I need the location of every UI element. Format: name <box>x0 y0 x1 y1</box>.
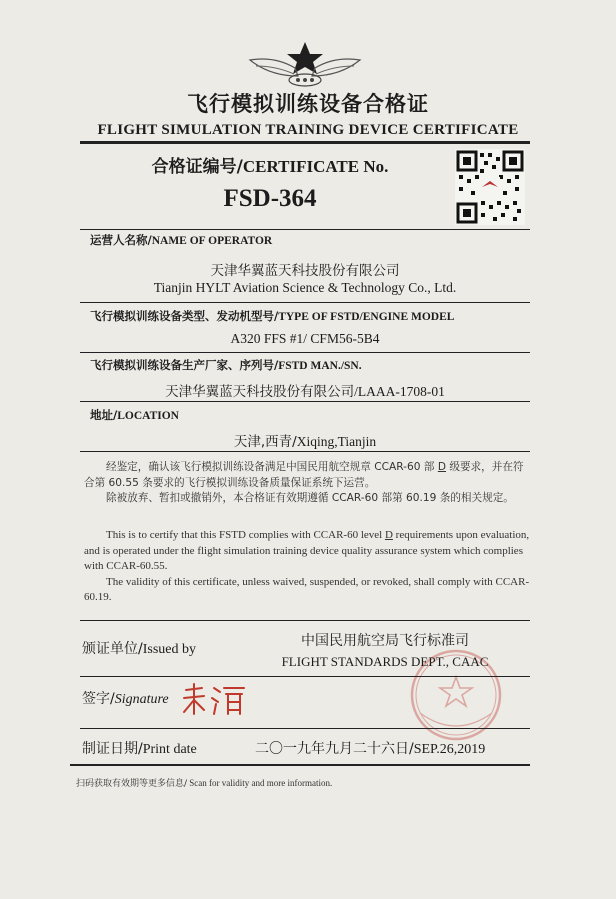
location-label-cn: 地址/ <box>90 408 118 422</box>
scan-hint <box>76 776 332 789</box>
issuer-name-en: FLIGHT STANDARDS DEPT., CAAC <box>281 654 489 669</box>
location-label-en: LOCATION <box>117 410 179 422</box>
manufacturer-label-en: FSTD MAN./SN. <box>278 360 362 372</box>
fstd-type-label-en: TYPE OF FSTD/ENGINE MODEL <box>278 311 455 323</box>
statement-en-p1-b: requirements upon evaluation, and is operated under the flight simulation training device quality assurance system which complies with CCAR-60.55. <box>84 529 530 572</box>
signature-divider <box>80 728 530 729</box>
qr-code-icon[interactable] <box>455 149 525 225</box>
manufacturer-label-cn: 飞行模拟训练设备生产厂家、序列号/ <box>90 358 279 372</box>
print-date-divider <box>70 764 530 766</box>
manufacturer-serial: /LAAA-1708-01 <box>354 384 445 399</box>
location-divider <box>80 451 530 452</box>
statement-en-paragraph-2: The validity of this certificate, unless waived, suspended, or revoked, shall comply with CCAR-60.19. <box>84 575 530 603</box>
operator-divider <box>80 302 530 303</box>
signature-label-en: Signature <box>114 692 169 707</box>
signature-label <box>82 688 169 708</box>
location-value-en: Xiqing,Tianjin <box>296 434 377 449</box>
statement-cn-paragraph-1 <box>84 460 530 491</box>
scan-hint-cn: 扫码获取有效期等更多信息/ <box>76 779 188 789</box>
statement-cn-level: D <box>437 461 446 473</box>
certificate-number-label <box>60 152 480 177</box>
certificate-label-cn: 合格证编号/ <box>151 157 243 177</box>
manufacturer-divider <box>80 401 530 402</box>
signature-label-cn: 签字/ <box>82 691 115 707</box>
issuer-name-cn <box>250 630 520 650</box>
title-divider <box>80 141 530 144</box>
certificate-title-cn: 飞行模拟训练设备合格证 <box>187 92 429 116</box>
print-date-en: SEP.26,2019 <box>413 742 486 757</box>
print-date-label-en: Print date <box>142 742 197 757</box>
print-date-label <box>82 738 197 758</box>
operator-name-cn: 天津华翼蓝天科技股份有限公司 <box>210 263 400 279</box>
statement-en <box>84 528 530 606</box>
fstd-type-divider <box>80 352 530 353</box>
statement-cn <box>84 460 530 507</box>
location-label <box>90 407 179 423</box>
operator-label-cn: 运营人名称/ <box>90 233 152 247</box>
fstd-type-label-cn: 飞行模拟训练设备类型、发动机型号/ <box>90 309 279 323</box>
star-wings-emblem-icon <box>240 38 370 90</box>
scan-hint-en: Scan for validity and more information. <box>187 778 333 788</box>
print-date-label-cn: 制证日期/ <box>82 741 143 757</box>
certificate-title-en: FLIGHT SIMULATION TRAINING DEVICE CERTIFICATE <box>97 122 519 138</box>
statement-cn-p1-a: 经鉴定，确认该飞行模拟训练设备满足中国民用航空规章 CCAR-60 部 <box>106 461 435 473</box>
statement-en-paragraph-1 <box>84 528 530 575</box>
issued-by-label <box>82 638 196 658</box>
certificate-label-en: CERTIFICATE No. <box>242 157 389 176</box>
certificate-number: FSD-364 <box>223 185 317 212</box>
operator-label-en: NAME OF OPERATOR <box>151 235 273 247</box>
issuer-cn: 中国民用航空局飞行标准司 <box>301 633 469 649</box>
handwritten-signature-icon <box>180 680 250 720</box>
fstd-type-value: A320 FFS #1/ CFM56-5B4 <box>230 331 380 346</box>
statement-en-level: D <box>384 529 393 541</box>
issued-divider <box>80 676 530 677</box>
statement-cn-paragraph-2: 除被放弃、暂扣或撤销外，本合格证有效期遵循 CCAR-60 部第 60.19 条的相关规定。 <box>106 492 514 504</box>
operator-label <box>90 232 272 248</box>
location-value-cn: 天津,西青/ <box>233 434 297 450</box>
print-date-cn: 二〇一九年九月二十六日/ <box>255 741 414 757</box>
location-value <box>80 430 530 450</box>
header-divider <box>80 229 530 230</box>
manufacturer-label <box>90 357 362 373</box>
issued-by-label-cn: 颁证单位/ <box>82 641 143 657</box>
statement-en-p1-a: This is to certify that this FSTD complies with CCAR-60 level <box>106 529 383 541</box>
fstd-type-label <box>90 308 454 324</box>
statement-cn-p1-b: 级要求，并在符合第 60.55 条要求的飞行模拟训练设备质量保证系统下运营。 <box>84 461 524 489</box>
manufacturer-value <box>80 380 530 400</box>
print-date-value <box>255 738 485 758</box>
statement-divider <box>80 620 530 621</box>
operator-name-en: Tianjin HYLT Aviation Science & Technology Co., Ltd. <box>153 280 457 295</box>
issued-by-label-en: Issued by <box>142 642 196 657</box>
manufacturer-name-cn: 天津华翼蓝天科技股份有限公司 <box>165 384 355 400</box>
